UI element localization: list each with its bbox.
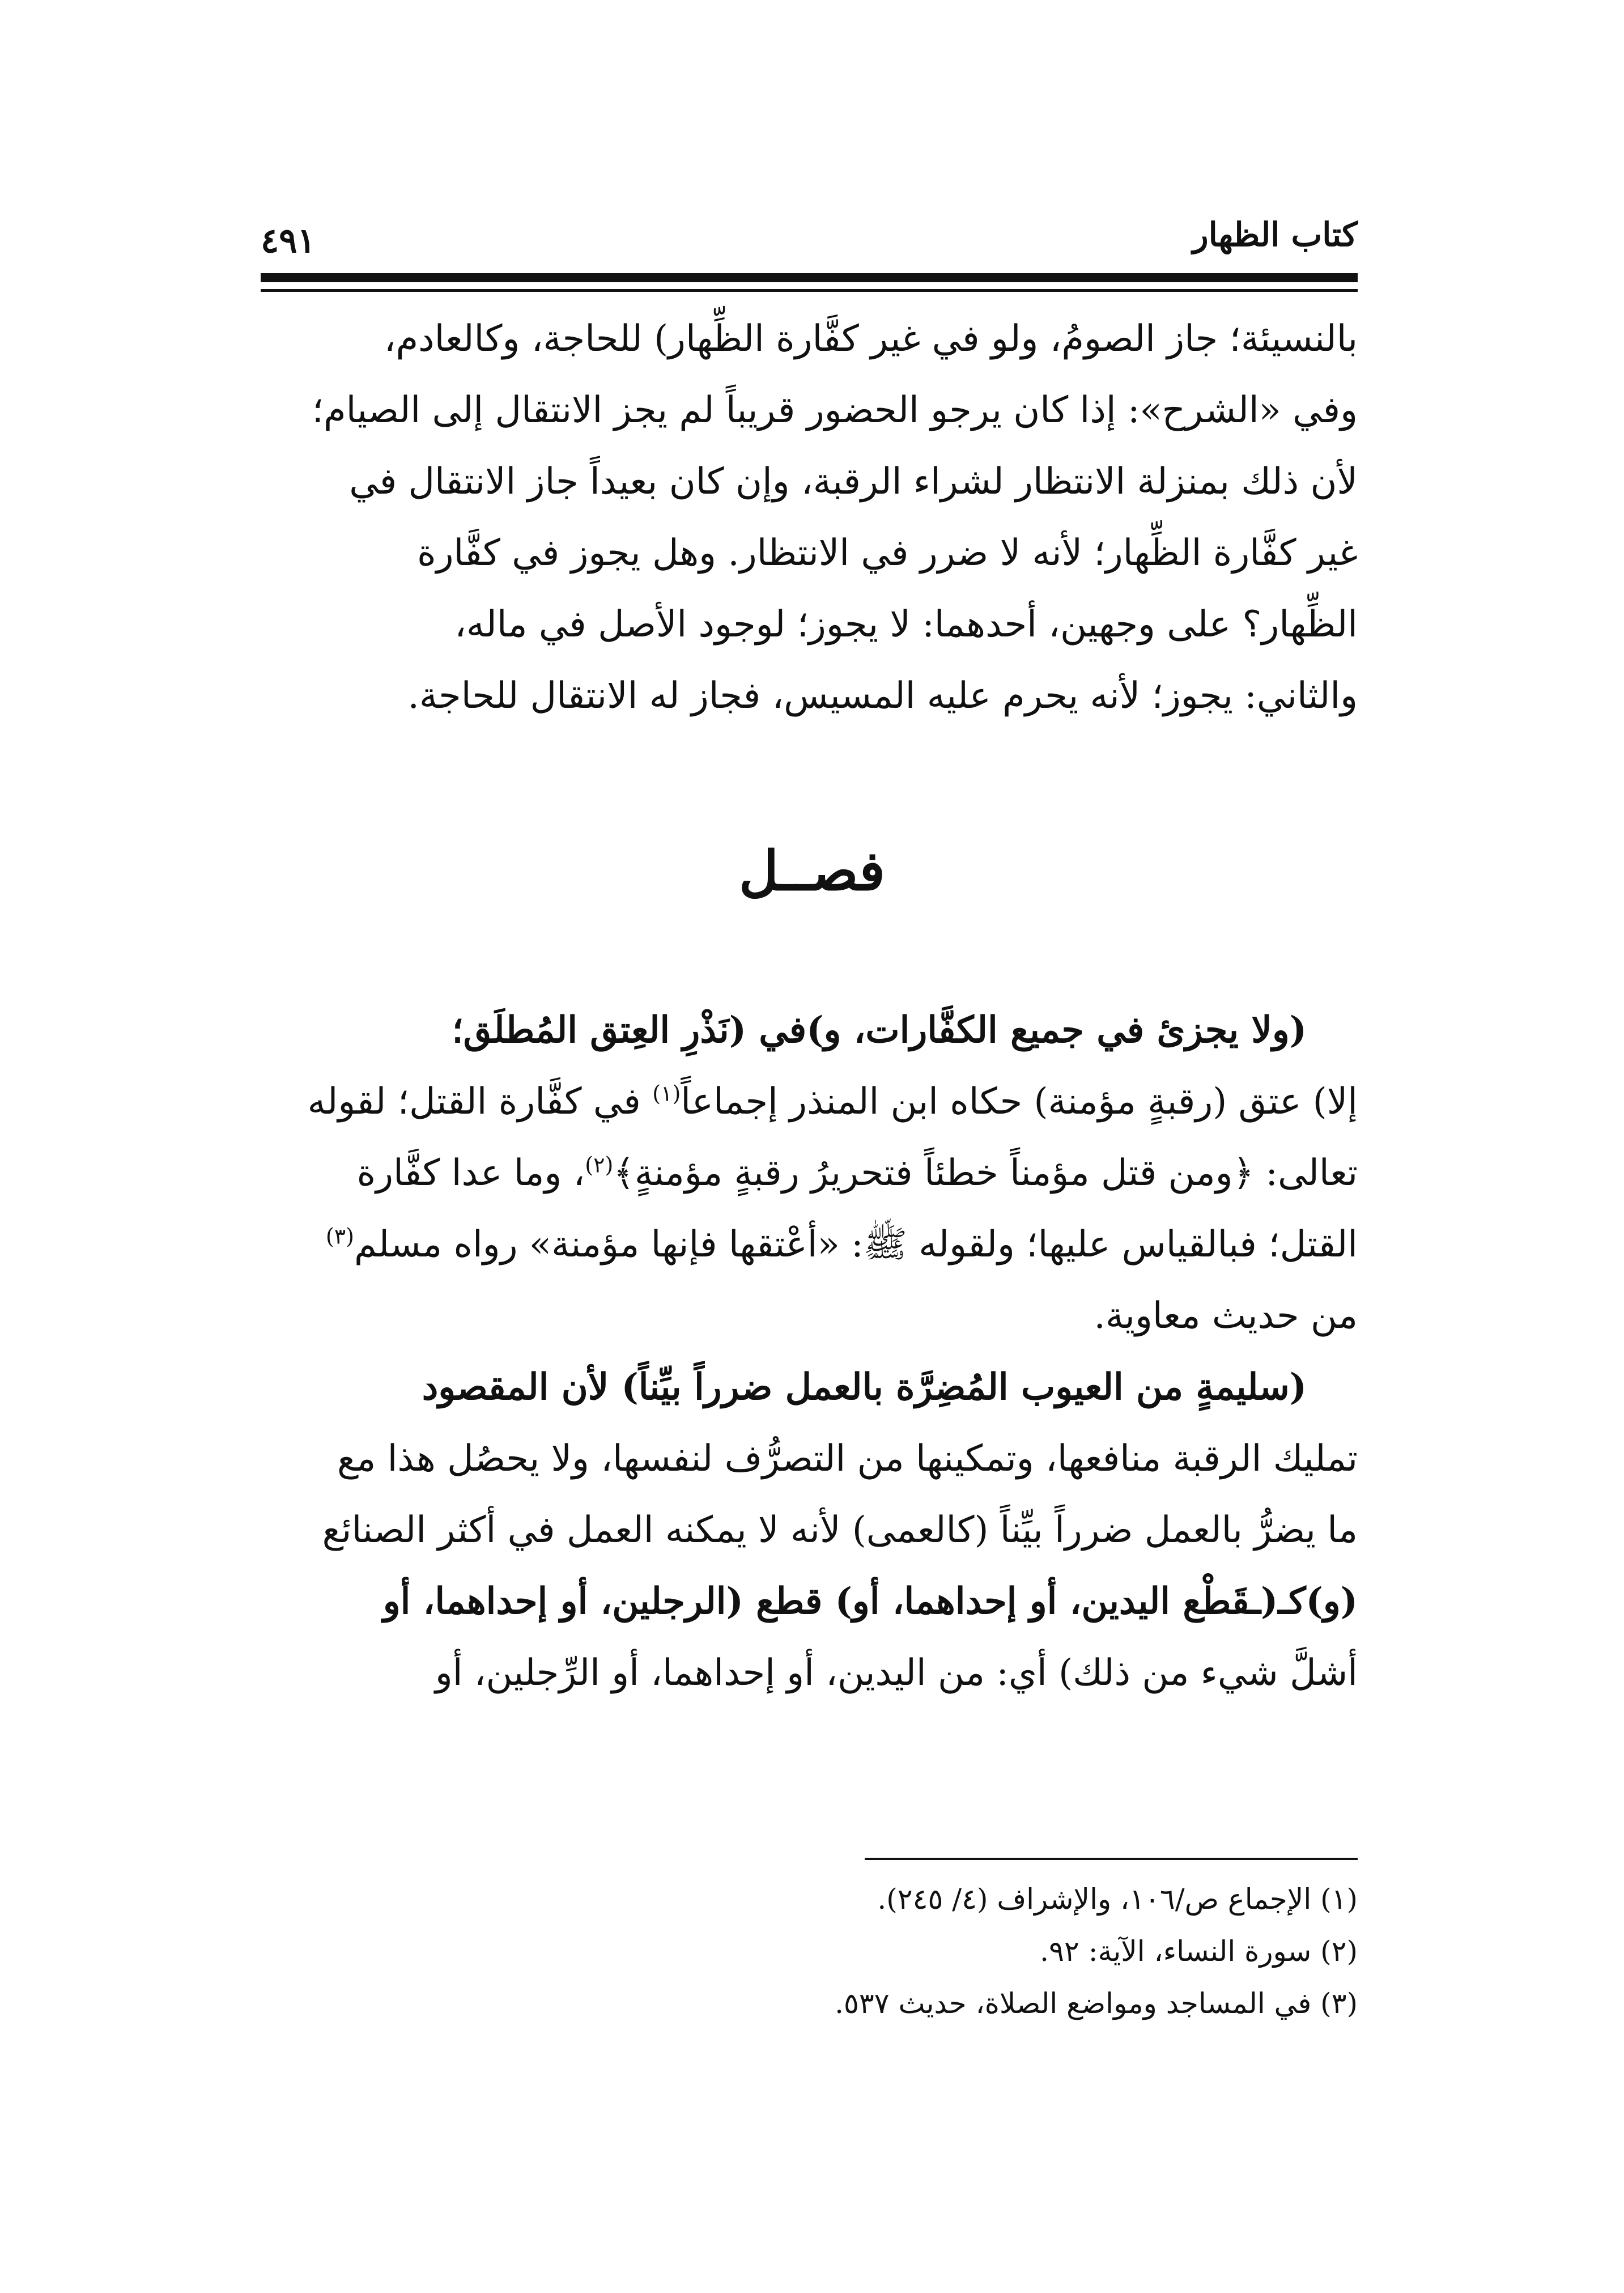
header-rule-thick: [261, 273, 1358, 282]
footnote: (١) الإجماع ص/١٠٦، والإشراف (٤/ ٢٤٥).: [877, 1883, 1358, 1916]
text-span: في كفَّارة القتل؛ لقوله: [307, 1081, 653, 1123]
text-line: لأن ذلك بمنزلة الانتظار لشراء الرقبة، وإن كان بعيداً جاز الانتقال في: [349, 461, 1358, 503]
text-span: إلا) عتق (رقبةٍ مؤمنة) حكاه ابن المنذر إجماعاً: [681, 1081, 1358, 1123]
text-line: أشلَّ شيء من ذلك) أي: من اليدين، أو إحداهما، أو الرِّجلين، أو: [435, 1652, 1358, 1694]
running-header: [261, 204, 1358, 272]
text-line: [266, 1066, 1358, 1137]
chapter-title: كتاب الظهار: [1192, 215, 1358, 254]
text-line: ما يضرُّ بالعمل ضرراً بيِّناً (كالعمى) لأنه لا يمكنه العمل في أكثر الصنائع: [322, 1509, 1358, 1551]
footnote-ref: (١): [652, 1081, 681, 1106]
footnote: (٣) في المساجد ومواضع الصلاة، حديث ٥٣٧.: [835, 1987, 1358, 2020]
page-number: ٤٩١: [261, 221, 316, 261]
text-line: (و)كـ(ـقَطْع اليدين، أو إحداهما، أو) قطع (الرجلين، أو إحداهما، أو: [382, 1580, 1358, 1623]
text-span: تعالى: ﴿ومن قتل مؤمناً خطئاً فتحريرُ رقبةٍ مؤمنةٍ﴾: [613, 1152, 1358, 1194]
footnote: (٢) سورة النساء، الآية: ٩٢.: [1040, 1935, 1358, 1968]
intro-paragraph: [266, 303, 1358, 732]
text-line: والثاني: يجوز؛ لأنه يحرم عليه المسيس، فجاز له الانتقال للحاجة.: [407, 675, 1358, 717]
text-line: وفي «الشرح»: إذا كان يرجو الحضور قريباً لم يجز الانتقال إلى الصيام؛: [312, 389, 1358, 431]
footnotes: [266, 1873, 1358, 2029]
footnote-ref: (٢): [585, 1152, 614, 1178]
section-heading: فصــل: [738, 839, 886, 903]
text-line: الظِّهار؟ على وجهين، أحدهما: لا يجوز؛ لوجود الأصل في ماله،: [454, 604, 1358, 646]
text-line: [266, 1209, 1358, 1280]
text-line: (سليمةٍ من العيوب المُضِرَّة بالعمل ضرراً بيِّناً) لأن المقصود: [422, 1366, 1307, 1408]
text-line: من حديث معاوية.: [1094, 1295, 1358, 1337]
main-text: [266, 995, 1358, 1709]
header-rule-thin: [261, 289, 1358, 292]
text-line: (ولا يجزئ في جميع الكفَّارات، و)في (نَذْرِ العِتق المُطلَق؛: [452, 1009, 1307, 1051]
text-line: [266, 1137, 1358, 1209]
text-span: القتل؛ فبالقياس عليها؛ ولقوله ﷺ: «أعْتقها فإنها مؤمنة» رواه مسلم: [354, 1224, 1358, 1266]
text-line: بالنسيئة؛ جاز الصومُ، ولو في غير كفَّارة الظِّهار) للحاجة، وكالعادم،: [384, 318, 1358, 360]
footnote-separator: [865, 1858, 1358, 1860]
footnote-ref: (٣): [325, 1224, 354, 1249]
text-span: ، وما عدا كفَّارة: [356, 1152, 585, 1194]
text-line: تمليك الرقبة منافعها، وتمكينها من التصرُّف لنفسها، ولا يحصُل هذا مع: [337, 1438, 1358, 1480]
text-line: غير كفَّارة الظِّهار؛ لأنه لا ضرر في الانتظار. وهل يجوز في كفَّارة: [417, 532, 1358, 574]
